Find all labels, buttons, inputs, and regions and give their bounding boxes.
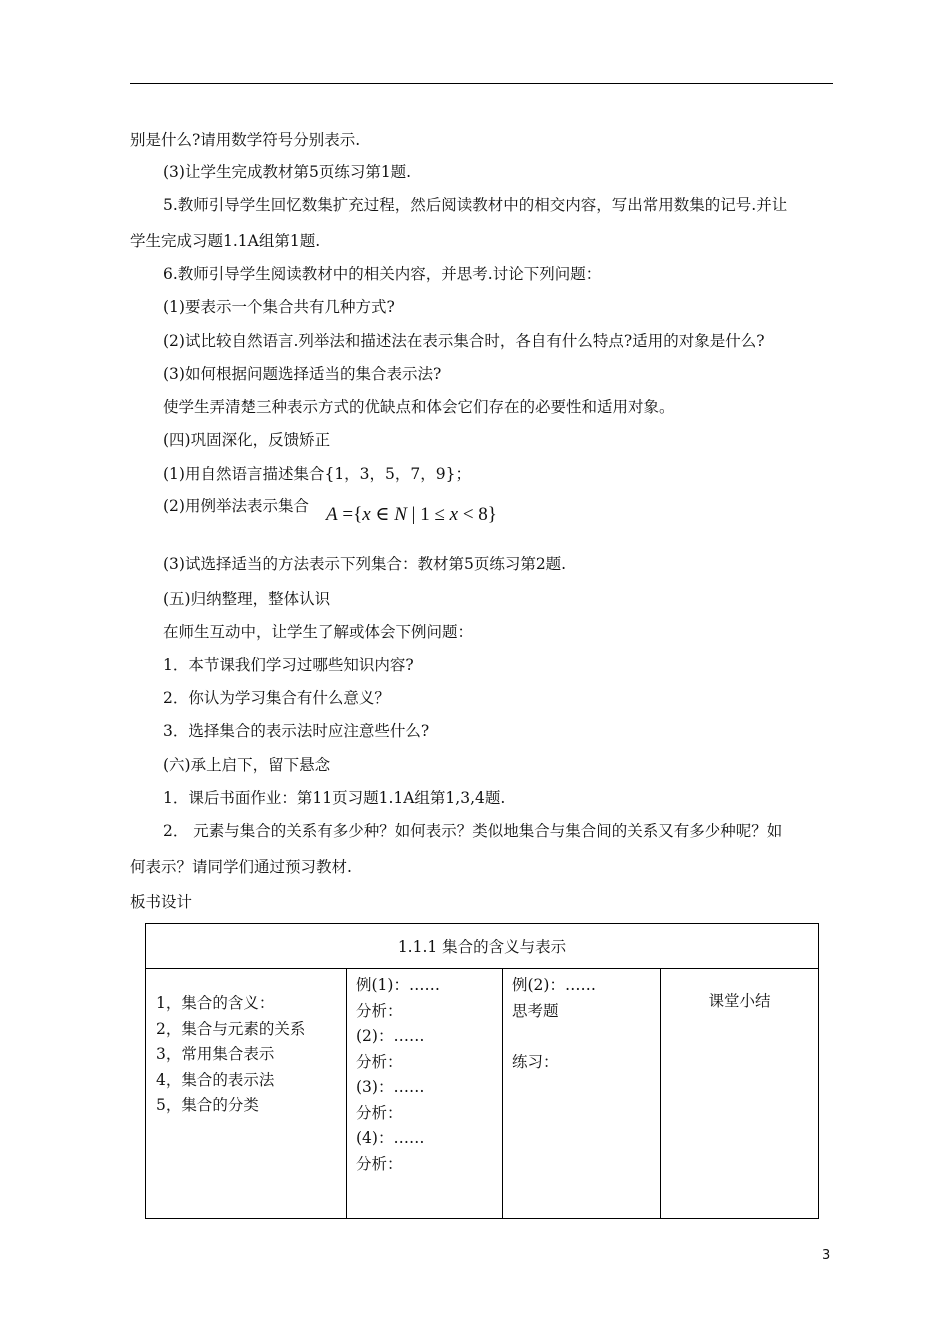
header-rule [130,83,833,84]
section-heading: (六)承上启下，留下悬念 [163,756,331,774]
board-topics-cell [146,969,347,1219]
board-exercise: 练习： [512,1052,559,1071]
list-item: 2．你认为学习集合有什么意义？ [163,689,390,707]
list-item: 2． 元素与集合的关系有多少种？如何表示？类似地集合与集合间的关系又有多少种呢？如 [163,822,783,840]
board-practice-cell [503,969,661,1219]
paragraph: (2)用例举法表示集合 [163,497,309,515]
paragraph: (2)试比较自然语言.列举法和描述法在表示集合时，各自有什么特点?适用的对象是什么? [163,332,765,350]
board-thinking: 思考题 [512,1001,559,1020]
board-examples-cell [347,969,503,1219]
board-topic: 2，集合与元素的关系 [156,1019,306,1038]
paragraph: 使学生弄清楚三种表示方式的优缺点和体会它们存在的必要性和适用对象。 [163,398,675,416]
board-analysis: 分析： [356,1001,403,1020]
board-design-table [145,923,819,1219]
board-topic: 5，集合的分类 [156,1096,259,1114]
board-analysis: 分析： [356,1052,403,1071]
board-analysis: 分析： [356,1154,403,1173]
board-topic: 1，集合的含义： [156,994,275,1012]
board-example: (3)：…… [356,1078,425,1096]
board-design-heading: 板书设计 [130,893,193,911]
board-example: 例(2)：…… [512,976,596,994]
board-example: (2)：…… [356,1027,425,1045]
paragraph: 6.教师引导学生阅读教材中的相关内容，并思考.讨论下列问题： [163,265,602,283]
board-title: 1.1.1 集合的含义与表示 [146,924,819,969]
paragraph: (1)要表示一个集合共有几种方式? [163,298,395,316]
paragraph: 别是什么?请用数学符号分别表示. [130,131,361,149]
paragraph: (1)用自然语言描述集合{1，3，5，7，9}； [163,465,471,483]
list-item: 1．本节课我们学习过哪些知识内容? [163,656,414,674]
page-number: 3 [822,1248,831,1263]
paragraph: (3)让学生完成教材第5页练习第1题. [163,163,412,181]
paragraph: 5.教师引导学生回忆数集扩充过程，然后阅读教材中的相交内容，写出常用数集的记号.并让 [163,196,788,214]
board-topic: 4，集合的表示法 [156,1070,275,1089]
list-item: 3．选择集合的表示法时应注意些什么? [163,722,430,740]
paragraph: (3)如何根据问题选择适当的集合表示法? [163,365,442,383]
board-analysis: 分析： [356,1103,403,1122]
board-example: 例(1)：…… [356,976,440,994]
board-topic: 3，常用集合表示 [156,1045,275,1063]
board-example: (4)：…… [356,1129,425,1147]
paragraph: 学生完成习题1.1A组第1题. [130,232,321,250]
paragraph: 在师生互动中，让学生了解或体会下例问题： [163,623,474,641]
paragraph: 何表示？请同学们通过预习教材. [130,858,352,876]
list-item: 1．课后书面作业：第11页习题1.1A组第1,3,4题. [163,789,506,807]
section-heading: (五)归纳整理，整体认识 [163,590,331,608]
section-heading: (四)巩固深化，反馈矫正 [163,431,331,449]
board-summary-cell: 课堂小结 [661,969,819,1219]
paragraph: (3)试选择适当的方法表示下列集合：教材第5页练习第2题. [163,555,567,573]
set-formula: A ={x ∈ N | 1 ≤ x < 8} [326,504,497,525]
